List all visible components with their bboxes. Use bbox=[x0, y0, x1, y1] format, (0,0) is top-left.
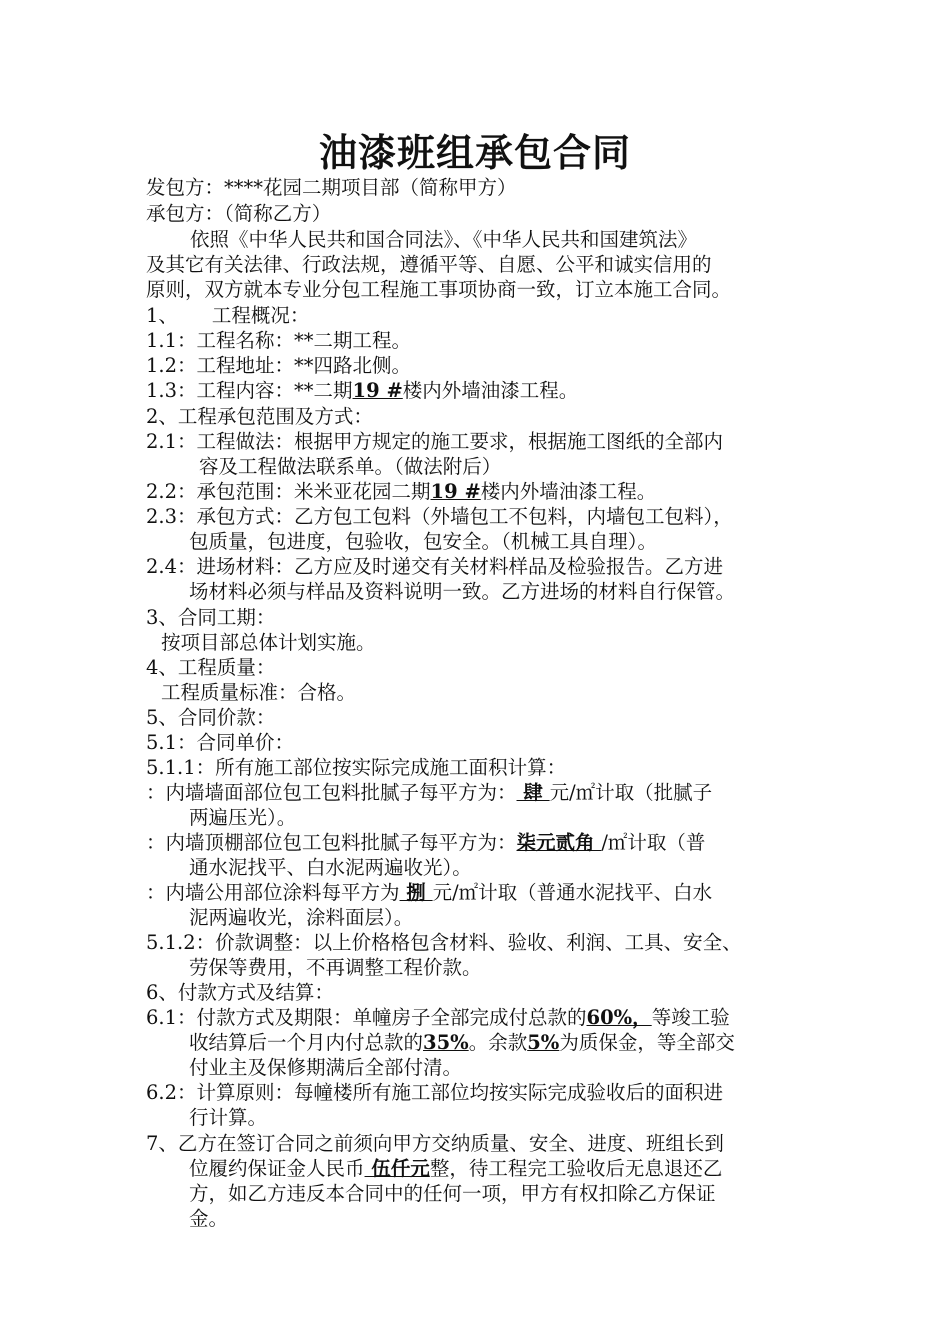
item-6-1-line-2-end: 为质保金，等全部交 bbox=[559, 1031, 735, 1054]
section-7-line-2-end: 整，待工程完工验收后无息退还乙 bbox=[429, 1157, 723, 1180]
section-3-body: 按项目部总体计划实施。 bbox=[161, 631, 376, 654]
price-item-ceiling-text: ：内墙顶棚部位包工包料批腻子每平方为： bbox=[146, 831, 517, 854]
item-5-1-2-line-2: 劳保等费用，不再调整工程价款。 bbox=[189, 956, 482, 979]
item-5-1: 5.1：合同单价： bbox=[146, 731, 295, 754]
item-2-2-text-end: 楼内外墙油漆工程。 bbox=[480, 480, 657, 503]
price-item-wall-text: ：内墙墙面部位包工包料批腻子每平方为： bbox=[146, 781, 517, 804]
item-6-1-text: 6.1：付款方式及期限：单幢房子全部完成付总款的 bbox=[146, 1006, 587, 1029]
item-6-1-line-2-text: 收结算后一个月内付总款的 bbox=[189, 1031, 424, 1054]
section-1-heading bbox=[146, 304, 309, 328]
item-2-3-line-1: 2.3：承包方式：乙方包工包料（外墙包工不包料，内墙包工包料）， bbox=[146, 505, 733, 528]
retention-percent: 5% bbox=[527, 1031, 560, 1054]
item-6-1-line-3: 付业主及保修期满后全部付清。 bbox=[189, 1056, 463, 1079]
section-2-heading: 2、工程承包范围及方式： bbox=[146, 405, 373, 428]
item-2-4-line-2: 场材料必须与样品及资料说明一致。乙方进场的材料自行保管。 bbox=[189, 580, 736, 603]
building-number: 19 # bbox=[352, 379, 403, 402]
price-value: 柒元贰角 bbox=[516, 831, 602, 854]
intro-line-2: 及其它有关法律、行政法规，遵循平等、自愿、公平和诚实信用的 bbox=[146, 253, 712, 276]
section-7-line-3: 方，如乙方违反本合同中的任何一项，甲方有权扣除乙方保证 bbox=[189, 1182, 716, 1205]
item-5-1-1: 5.1.1：所有施工部位按实际完成施工面积计算： bbox=[146, 756, 567, 779]
price-item-wall-unit: 元/㎡计取（批腻子 bbox=[549, 781, 713, 804]
party-b-line: 承包方：（简称乙方） bbox=[146, 202, 332, 225]
section-7-line-1: 7、乙方在签订合同之前须向甲方交纳质量、安全、进度、班组长到 bbox=[146, 1132, 724, 1155]
price-item-ceiling-unit: /㎡计取（普 bbox=[601, 831, 706, 854]
item-1-3 bbox=[146, 379, 578, 403]
intro-line-3: 原则，双方就本专业分包工程施工事项协商一致，订立本施工合同。 bbox=[146, 278, 732, 301]
item-6-1-text-end: 等竣工验 bbox=[651, 1006, 730, 1029]
item-6-1-line-2-mid: 。余款 bbox=[468, 1031, 528, 1054]
item-1-3-text-end: 楼内外墙油漆工程。 bbox=[402, 379, 579, 402]
intro-line-1: 依照《中华人民共和国合同法》、《中华人民共和国建筑法》 bbox=[190, 228, 698, 251]
item-2-2-text: 2.2：承包范围：米米亚花园二期 bbox=[146, 480, 431, 503]
item-6-2-line-2: 行计算。 bbox=[189, 1106, 268, 1129]
item-1-1: 1.1：工程名称：**二期工程。 bbox=[146, 329, 412, 352]
payment-percent: 35% bbox=[423, 1031, 469, 1054]
price-value: 肆 bbox=[516, 781, 550, 804]
price-item-ceiling bbox=[146, 831, 705, 855]
section-4-heading: 4、工程质量： bbox=[146, 656, 276, 679]
price-item-public bbox=[146, 881, 712, 905]
party-a-line: 发包方：****花园二期项目部（简称甲方） bbox=[146, 176, 517, 199]
item-2-3-line-2: 包质量，包进度，包验收，包安全。（机械工具自理）。 bbox=[189, 530, 658, 553]
building-number: 19 # bbox=[430, 480, 481, 503]
price-item-ceiling-line-2: 通水泥找平、白水泥两遍收光）。 bbox=[189, 856, 472, 879]
price-item-public-line-2: 泥两遍收光，涂料面层）。 bbox=[189, 906, 414, 929]
section-1-title: 工程概况： bbox=[211, 304, 310, 327]
section-6-heading: 6、付款方式及结算： bbox=[146, 981, 334, 1004]
item-5-1-2-line-1: 5.1.2：价款调整：以上价格格包含材料、验收、利润、工具、安全、 bbox=[146, 931, 742, 954]
section-4-body: 工程质量标准：合格。 bbox=[161, 681, 357, 704]
price-item-wall bbox=[146, 781, 712, 805]
price-item-wall-line-2: 两遍压光）。 bbox=[189, 806, 297, 829]
item-2-2 bbox=[146, 480, 656, 504]
item-1-2: 1.2：工程地址：**四路北侧。 bbox=[146, 354, 412, 377]
section-5-heading: 5、合同价款： bbox=[146, 706, 276, 729]
item-6-2-line-1: 6.2：计算原则：每幢楼所有施工部位均按实际完成验收后的面积进 bbox=[146, 1081, 724, 1104]
price-value: 捌 bbox=[399, 881, 433, 904]
deposit-amount: 伍仟元 bbox=[364, 1157, 430, 1180]
item-1-3-text: 1.3：工程内容：**二期 bbox=[146, 379, 353, 402]
price-item-public-unit: 元/㎡计取（普通水泥找平、白水 bbox=[432, 881, 713, 904]
item-2-1-line-2: 容及工程做法联系单。（做法附后） bbox=[199, 455, 502, 478]
item-6-1-line-2 bbox=[189, 1031, 735, 1055]
price-item-public-text: ：内墙公用部位涂料每平方为 bbox=[146, 881, 400, 904]
item-6-1-line-1 bbox=[146, 1006, 730, 1030]
section-3-heading: 3、合同工期： bbox=[146, 606, 276, 629]
item-2-1-line-1: 2.1：工程做法：根据甲方规定的施工要求，根据施工图纸的全部内 bbox=[146, 430, 724, 453]
item-2-4-line-1: 2.4：进场材料：乙方应及时递交有关材料样品及检验报告。乙方进 bbox=[146, 555, 724, 578]
section-7-line-2 bbox=[189, 1157, 722, 1181]
document-title: 油漆班组承包合同 bbox=[318, 131, 631, 175]
payment-percent: 60%， bbox=[586, 1006, 652, 1029]
section-1-number: 1、 bbox=[146, 304, 178, 327]
section-7-line-2-text: 位履约保证金人民币 bbox=[189, 1157, 365, 1180]
section-7-line-4: 金。 bbox=[189, 1207, 229, 1230]
